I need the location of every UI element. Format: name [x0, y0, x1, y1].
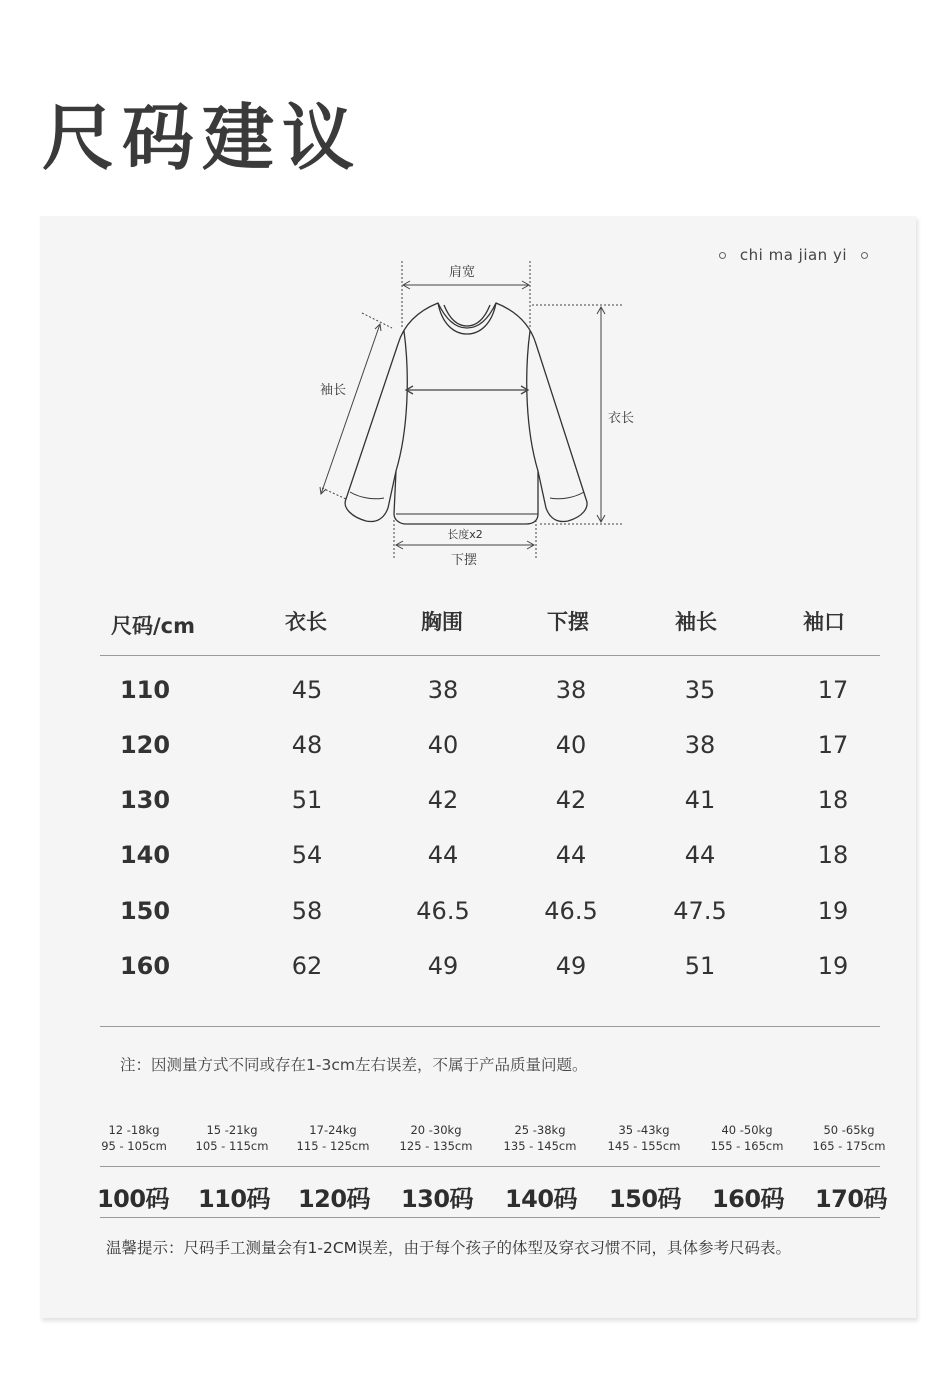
cell-chest: 38 [427, 676, 459, 704]
header-size: 尺码/cm [111, 614, 195, 638]
cell-chest: 42 [427, 786, 459, 814]
size-guide-panel [40, 216, 916, 1318]
header-cuff: 袖口 [803, 610, 845, 634]
table-row [100, 841, 880, 881]
weight-range: 35 -43kg [618, 1123, 670, 1137]
cell-length: 62 [291, 952, 323, 980]
cell-cuff: 19 [817, 952, 849, 980]
height-range: 135 - 145cm [503, 1139, 577, 1153]
recommendation-range [400, 1122, 473, 1154]
row-size: 120 [119, 731, 171, 759]
row-size: 130 [119, 786, 171, 814]
warm-tip: 温馨提示：尺码手工测量会有1-2CM误差，由于每个孩子的体型及穿衣习惯不同，具体参考尺码表。 [106, 1239, 792, 1257]
row-size: 160 [119, 952, 171, 980]
cell-hem: 42 [555, 786, 587, 814]
cell-length: 48 [291, 731, 323, 759]
height-range: 95 - 105cm [101, 1139, 167, 1153]
table-row [100, 952, 880, 992]
size-label: 120码 [297, 1185, 371, 1213]
cell-chest: 46.5 [416, 897, 470, 925]
shirt-collar-inner [444, 305, 490, 326]
cell-cuff: 17 [817, 731, 849, 759]
cell-sleeve: 38 [684, 731, 716, 759]
cell-chest: 49 [427, 952, 459, 980]
header-hem: 下摆 [547, 610, 589, 634]
length-label: 衣长 [607, 411, 635, 426]
cell-sleeve: 41 [684, 786, 716, 814]
size-table-header [100, 606, 880, 654]
size-label: 100码 [96, 1185, 170, 1213]
cell-length: 51 [291, 786, 323, 814]
cell-sleeve: 35 [684, 676, 716, 704]
cell-hem: 49 [555, 952, 587, 980]
weight-range: 17-24kg [309, 1123, 357, 1137]
header-length: 衣长 [285, 610, 327, 634]
recommendation-range [101, 1122, 167, 1154]
weight-range: 25 -38kg [514, 1123, 566, 1137]
row-size: 140 [119, 841, 171, 869]
height-range: 145 - 155cm [607, 1139, 681, 1153]
size-label: 110码 [197, 1185, 271, 1213]
cell-chest: 40 [427, 731, 459, 759]
height-range: 125 - 135cm [399, 1139, 473, 1153]
size-label: 130码 [400, 1185, 474, 1213]
cell-cuff: 19 [817, 897, 849, 925]
weight-range: 50 -65kg [823, 1123, 875, 1137]
size-label: 160码 [711, 1185, 785, 1213]
armhole-seam [527, 331, 538, 471]
cell-cuff: 18 [817, 841, 849, 869]
cell-hem: 44 [555, 841, 587, 869]
height-range: 115 - 125cm [296, 1139, 370, 1153]
cuff-line [550, 492, 584, 499]
cell-hem: 46.5 [544, 897, 598, 925]
cell-length: 54 [291, 841, 323, 869]
cell-sleeve: 51 [684, 952, 716, 980]
recommendation-range [504, 1122, 577, 1154]
recommendation-range [711, 1122, 784, 1154]
size-label: 140码 [504, 1185, 578, 1213]
size-label: 170码 [814, 1185, 888, 1213]
cell-hem: 38 [555, 676, 587, 704]
page-title: 尺码建议 [42, 96, 363, 180]
shirt-outline [345, 303, 587, 524]
recommendation-range [608, 1122, 681, 1154]
shoulder-label: 肩宽 [448, 265, 476, 280]
recommendation-range [813, 1122, 886, 1154]
recommendation-bottom-rule [100, 1217, 880, 1218]
height-range: 155 - 165cm [710, 1139, 784, 1153]
row-size: 110 [119, 676, 171, 704]
cell-chest: 44 [427, 841, 459, 869]
cell-length: 45 [291, 676, 323, 704]
shirt-collar [438, 303, 496, 334]
armhole-seam [396, 331, 407, 471]
measurement-note: 注：因测量方式不同或存在1-3cm左右误差，不属于产品质量问题。 [120, 1056, 588, 1074]
header-sleeve: 袖长 [675, 610, 717, 634]
garment-measurement-diagram [40, 216, 916, 586]
cell-sleeve: 47.5 [673, 897, 727, 925]
cell-cuff: 18 [817, 786, 849, 814]
table-bottom-rule [100, 1026, 880, 1027]
hem-note: 长度x2 [447, 528, 483, 541]
table-row [100, 897, 880, 937]
cell-sleeve: 44 [684, 841, 716, 869]
header-chest: 胸围 [421, 610, 463, 634]
recommendation-top-rule [100, 1166, 880, 1167]
row-size: 150 [119, 897, 171, 925]
size-label: 150码 [608, 1185, 682, 1213]
cell-hem: 40 [555, 731, 587, 759]
weight-range: 15 -21kg [206, 1123, 258, 1137]
recommendation-range [297, 1122, 370, 1154]
table-row [100, 731, 880, 771]
sleeve-label: 袖长 [319, 383, 347, 398]
table-row [100, 786, 880, 826]
weight-range: 40 -50kg [721, 1123, 773, 1137]
cell-length: 58 [291, 897, 323, 925]
cell-cuff: 17 [817, 676, 849, 704]
cuff-line [350, 492, 384, 499]
height-range: 105 - 115cm [195, 1139, 269, 1153]
table-top-rule [100, 655, 880, 656]
table-row [100, 676, 880, 716]
weight-range: 12 -18kg [108, 1123, 160, 1137]
sleeve-length-arrow [321, 324, 380, 494]
pinyin-text: chi ma jian yi [739, 246, 847, 264]
recommendation-range [196, 1122, 269, 1154]
weight-range: 20 -30kg [410, 1123, 462, 1137]
height-range: 165 - 175cm [812, 1139, 886, 1153]
hem-label: 下摆 [450, 553, 478, 568]
